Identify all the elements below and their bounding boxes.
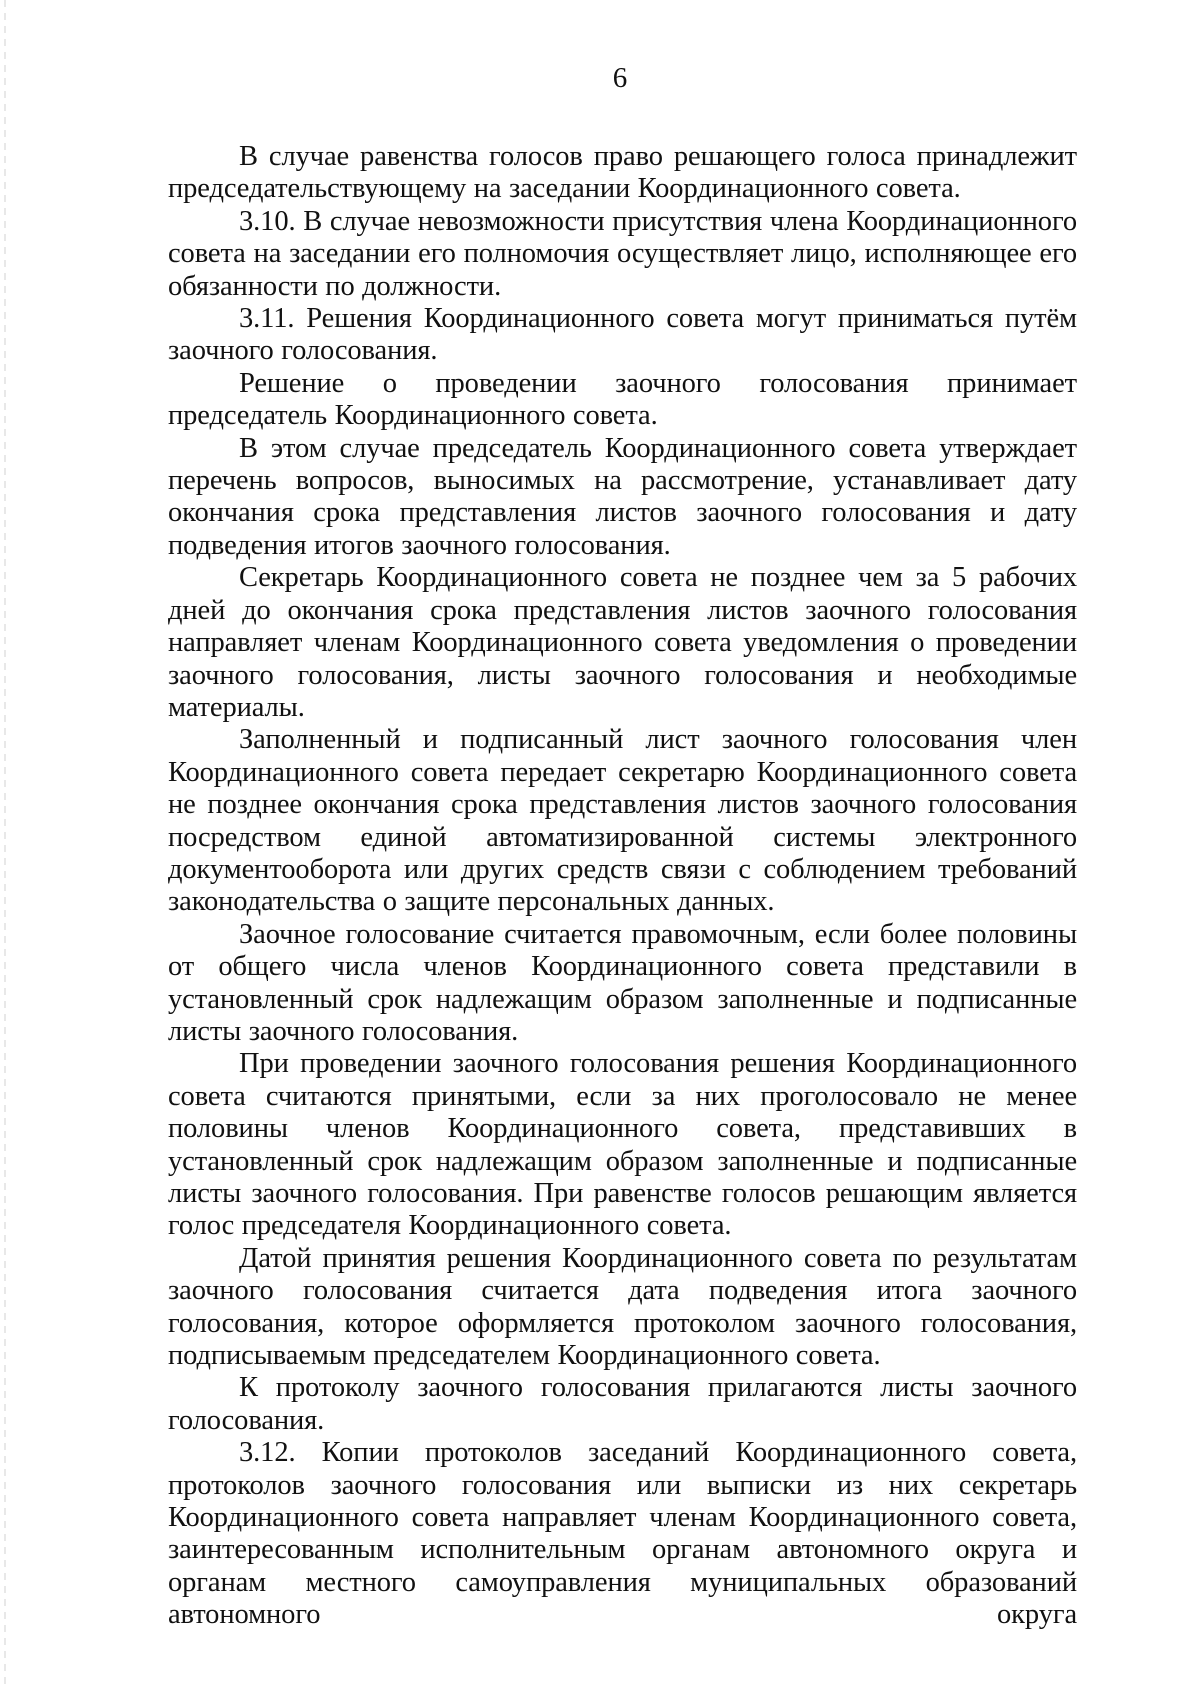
paragraph-3-11: 3.11. Решения Координационного совета могут приниматься путём заочного голосования. bbox=[168, 303, 1077, 367]
paragraph-secretary-notice: Секретарь Координационного совета не позднее чем за 5 рабочих дней до окончания срока представления листов заочного голосования направляет членам Координационного совета уведомления о проведении заочного голосования, листы заочного голосования и необходимые материалы. bbox=[168, 562, 1077, 723]
document-body bbox=[168, 141, 1077, 1632]
scan-edge-artifact bbox=[4, 0, 6, 1686]
paragraph-absentee-decision: Решение о проведении заочного голосования принимает председатель Координационного совета. bbox=[168, 367, 1077, 432]
paragraph-3-10: 3.10. В случае невозможности присутствия члена Координационного совета на заседании его полномочия осуществляет лицо, исполняющее его обязанности по должности. bbox=[168, 205, 1077, 302]
page-number: 6 bbox=[612, 62, 628, 94]
paragraph-protocol-attachments: К протоколу заочного голосования прилагаются листы заочного голосования. bbox=[168, 1372, 1077, 1436]
paragraph-decisions-adopted: При проведении заочного голосования решения Координационного совета считаются принятыми, если за них проголосовало не менее половины членов Координационного совета, представивших в установленный срок надлежащим образом заполненные и подписанные листы заочного голосования. При равенстве голосов решающим является голос председателя Координационного совета. bbox=[168, 1048, 1077, 1242]
paragraph-tie-vote: В случае равенства голосов право решающего голоса принадлежит председательствующему на заседании Координационного совета. bbox=[168, 141, 1077, 205]
paragraph-chair-approves: В этом случае председатель Координационного совета утверждает перечень вопросов, выносимых на рассмотрение, устанавливает дату окончания срока представления листов заочного голосования и дату подведения итогов заочного голосования. bbox=[168, 432, 1077, 561]
paragraph-ballot-submission: Заполненный и подписанный лист заочного голосования член Координационного совета передает секретарю Координационного совета не позднее окончания срока представления листов заочного голосования посредством единой автоматизированной системы электронного документооборота или других средств связи с соблюдением требований законодательства о защите персональных данных. bbox=[168, 724, 1077, 918]
paragraph-3-12: 3.12. Копии протоколов заседаний Координационного совета, протоколов заочного голосования или выписки из них секретарь Координационного совета направляет членам Координационного совета, заинтересованным исполнительным органам автономного округа и органам местного самоуправления муниципальных образований автономного округа bbox=[168, 1437, 1077, 1631]
paragraph-decision-date: Датой принятия решения Координационного совета по результатам заочного голосования считается дата подведения итога заочного голосования, которое оформляется протоколом заочного голосования, подписываемым председателем Координационного совета. bbox=[168, 1242, 1077, 1372]
paragraph-quorum: Заочное голосование считается правомочным, если более половины от общего числа членов Координационного совета представили в установленный срок надлежащим образом заполненные и подписанные листы заочного голосования. bbox=[168, 918, 1077, 1047]
